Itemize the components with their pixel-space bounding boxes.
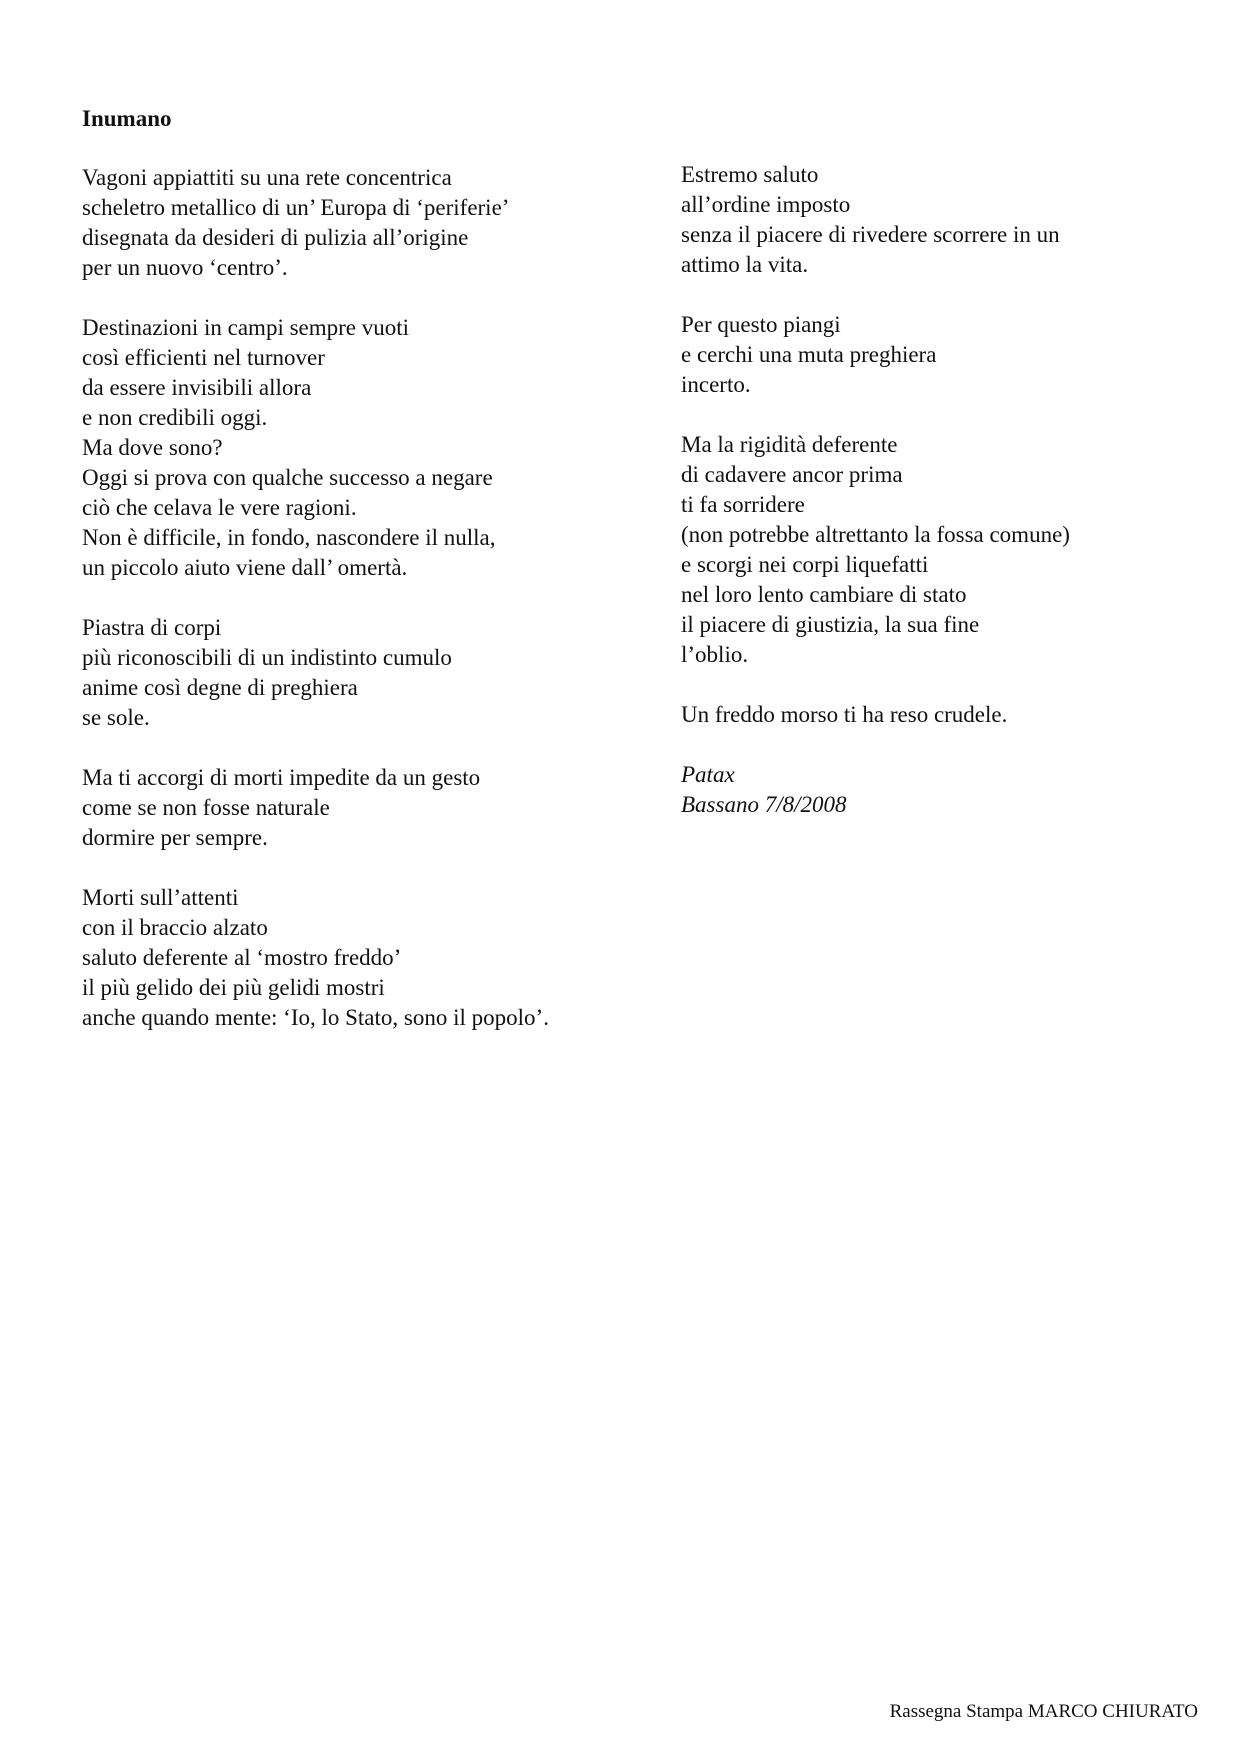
- poem-line: scheletro metallico di un’ Europa di ‘periferie’: [82, 195, 510, 220]
- poem-line: attimo la vita.: [681, 252, 809, 277]
- poem-line: con il braccio alzato: [82, 915, 268, 940]
- stanza-7: [681, 310, 1201, 400]
- poem-line: di cadavere ancor prima: [681, 462, 903, 487]
- stanza-4: [82, 763, 642, 853]
- poem-line: Estremo saluto: [681, 162, 819, 187]
- poem-line: Ma ti accorgi di morti impedite da un gesto: [82, 765, 481, 790]
- poem-line: Non è difficile, in fondo, nascondere il nulla,: [82, 525, 496, 550]
- stanza-9: [681, 700, 1201, 730]
- poem-line: all’ordine imposto: [681, 192, 851, 217]
- poem-line: saluto deferente al ‘mostro freddo’: [82, 945, 402, 970]
- poem-line: così efficienti nel turnover: [82, 345, 325, 370]
- poem-line: un piccolo aiuto viene dall’ omertà.: [82, 555, 408, 580]
- poem-line: Destinazioni in campi sempre vuoti: [82, 315, 410, 340]
- poem-line: (non potrebbe altrettanto la fossa comune): [681, 522, 1070, 547]
- stanza-6: [681, 160, 1201, 280]
- poem-line: per un nuovo ‘centro’.: [82, 255, 288, 280]
- poem-title: Inumano: [82, 106, 172, 131]
- poem-line: Un freddo morso ti ha reso crudele.: [681, 702, 1008, 727]
- poem-line: e scorgi nei corpi liquefatti: [681, 552, 929, 577]
- poem-line: Piastra di corpi: [82, 615, 222, 640]
- right-column: [681, 160, 1201, 850]
- poem-line: nel loro lento cambiare di stato: [681, 582, 967, 607]
- poem-line: Per questo piangi: [681, 312, 841, 337]
- poem-line: anime così degne di preghiera: [82, 675, 358, 700]
- poem-line: Ma la rigidità deferente: [681, 432, 898, 457]
- poem-line: il piacere di giustizia, la sua fine: [681, 612, 980, 637]
- poem-line: anche quando mente: ‘Io, lo Stato, sono il popolo’.: [82, 1005, 549, 1030]
- poem-line: ti fa sorridere: [681, 492, 805, 517]
- stanza-8: [681, 430, 1201, 670]
- poem-line: se sole.: [82, 705, 150, 730]
- poem-line: l’oblio.: [681, 642, 749, 667]
- poem-line: e non credibili oggi.: [82, 405, 268, 430]
- stanza-2: [82, 313, 642, 583]
- poem-line: Vagoni appiattiti su una rete concentrica: [82, 165, 452, 190]
- poem-line: dormire per sempre.: [82, 825, 268, 850]
- signature-author: Patax: [681, 762, 735, 787]
- poem-line: il più gelido dei più gelidi mostri: [82, 975, 385, 1000]
- poem-line: senza il piacere di rivedere scorrere in un: [681, 222, 1060, 247]
- left-column: [82, 163, 642, 1063]
- poem-line: Ma dove sono?: [82, 435, 223, 460]
- signature: [681, 760, 1201, 820]
- stanza-5: [82, 883, 642, 1033]
- stanza-3: [82, 613, 642, 733]
- poem-line: Oggi si prova con qualche successo a negare: [82, 465, 493, 490]
- poem-line: incerto.: [681, 372, 751, 397]
- poem-line: Morti sull’attenti: [82, 885, 239, 910]
- poem-line: più riconoscibili di un indistinto cumulo: [82, 645, 452, 670]
- poem-line: e cerchi una muta preghiera: [681, 342, 937, 367]
- poem-line: ciò che celava le vere ragioni.: [82, 495, 357, 520]
- page-footer: Rassegna Stampa MARCO CHIURATO: [889, 1701, 1198, 1722]
- stanza-1: [82, 163, 642, 283]
- poem-line: come se non fosse naturale: [82, 795, 330, 820]
- signature-place-date: Bassano 7/8/2008: [681, 792, 847, 817]
- poem-line: disegnata da desideri di pulizia all’origine: [82, 225, 469, 250]
- poem-line: da essere invisibili allora: [82, 375, 312, 400]
